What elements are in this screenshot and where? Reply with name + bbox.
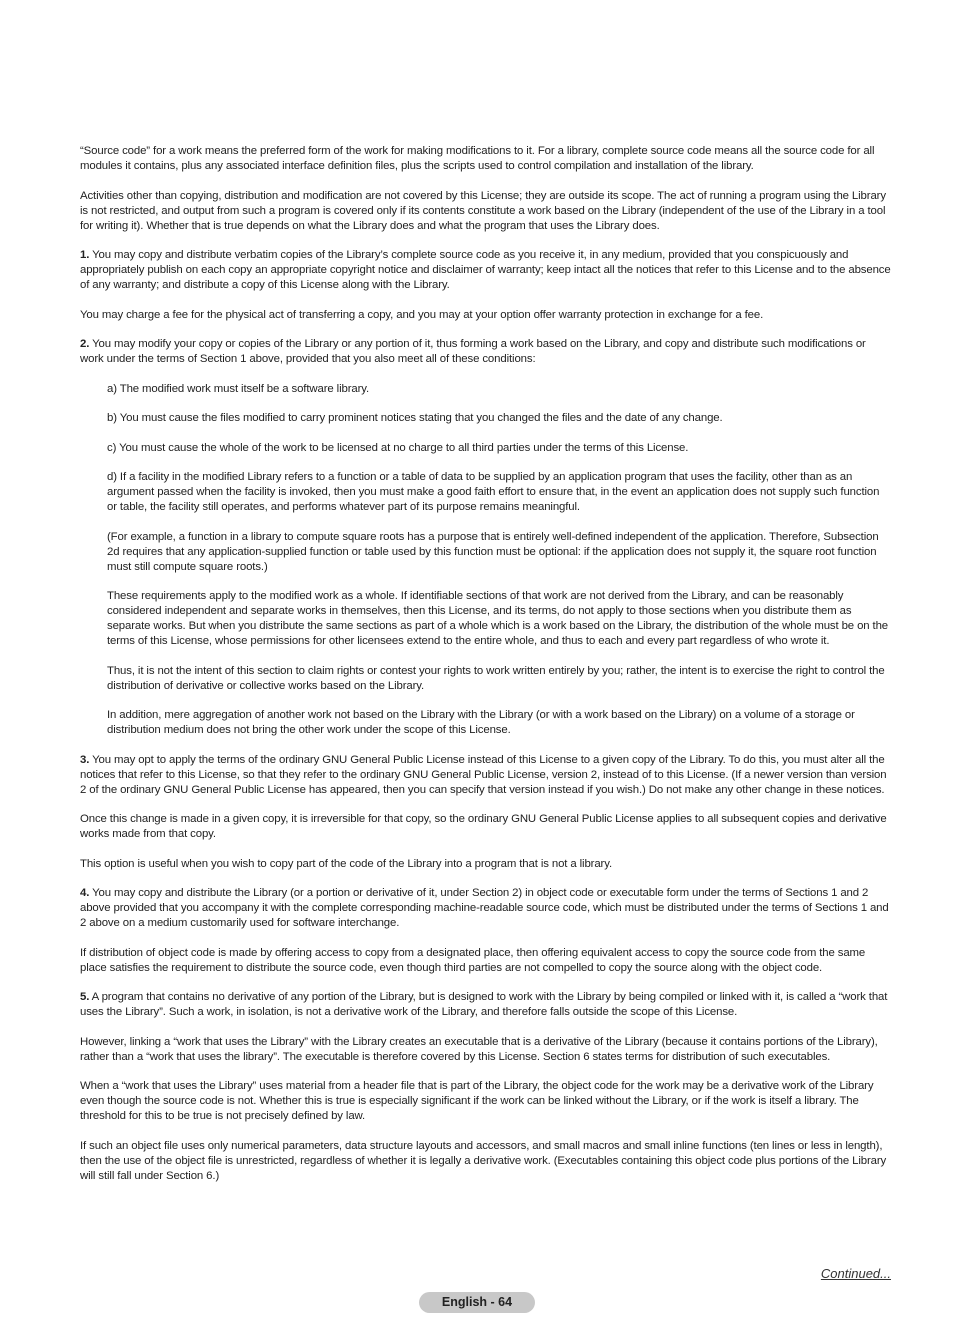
license-paragraph <box>80 886 892 931</box>
page-number-badge: English - 64 <box>419 1292 535 1313</box>
paragraph-text: Activities other than copying, distribution and modification are not covered by this License; they are outside its scope. The act of running a program using the Library is not restricted, and output from such a program is covered only if its contents constitute a work based on the Library (independent of the use of the Library in a tool for writing it). Whether that is true depends on what the Library does and what the program that uses the Library does. <box>80 189 886 232</box>
paragraph-text: d) If a facility in the modified Library refers to a function or a table of data to be supplied by an application program that uses the facility, other than as an argument passed when the facility is invoked, then you must make a good faith effort to ensure that, in the event an application does not supply such function or table, the facility still operates, and performs whatever part of its purpose remains meaningful. <box>107 471 880 513</box>
paragraph-text: You may copy and distribute the Library (or a portion or derivative of it, under Section 2) in object code or executable form under the terms of Sections 1 and 2 above provided that you accompany it with the complete corresponding machine-readable source code, which must be distributed under the terms of Sections 1 and 2 above on a medium customarily used for software interchange. <box>80 887 889 929</box>
license-paragraph <box>80 1035 892 1065</box>
license-paragraph <box>80 248 892 293</box>
paragraph-text: These requirements apply to the modified work as a whole. If identifiable sections of that work are not derived from the Library, and can be reasonably considered independent and separate works in themselves, then this License, and its terms, do not apply to those sections when you distribute them as separate works. But when you distribute the same sections as part of a whole which is a work based on the Library, the distribution of the whole must be on the terms of this License, whose permissions for other licensees extend to the entire whole, and thus to each and every part regardless of who wrote it. <box>107 590 889 647</box>
license-paragraph <box>80 189 892 234</box>
paragraph-text: This option is useful when you wish to copy part of the code of the Library into a program that is not a library. <box>80 857 613 870</box>
paragraph-text: You may modify your copy or copies of the Library or any portion of it, thus forming a work based on the Library, and copy and distribute such modifications or work under the terms of Section 1 above, provided that you also meet all of these conditions: <box>80 338 866 365</box>
license-paragraph <box>80 812 892 842</box>
paragraph-text: However, linking a “work that uses the Library” with the Library creates an executable that is a derivative of the Library (because it contains portions of the Library), rather than a “work that uses the library”. The executable is therefore covered by this License. Section 6 states terms for distribution of such executables. <box>80 1035 878 1063</box>
paragraph-text: You may copy and distribute verbatim copies of the Library’s complete source code as you receive it, in any medium, provided that you conspicuously and appropriately publish on each copy an appropriate copyright notice and disclaimer of warranty; keep intact all the notices that refer to this License and to the absence of any warranty; and distribute a copy of this License along with the Library. <box>80 249 891 291</box>
paragraph-text: You may charge a fee for the physical act of transferring a copy, and you may at your option offer warranty protection in exchange for a fee. <box>80 308 764 321</box>
continued-note: Continued... <box>820 1266 891 1281</box>
license-paragraph <box>80 990 892 1020</box>
section-number: 1. <box>80 249 90 261</box>
paragraph-text: Once this change is made in a given copy, it is irreversible for that copy, so the ordinary GNU General Public License applies to all subsequent copies and derivative works made from that copy. <box>80 813 887 840</box>
license-paragraph <box>107 589 892 649</box>
license-paragraph <box>107 441 892 456</box>
section-number: 4. <box>80 887 90 899</box>
paragraph-text: b) You must cause the files modified to carry prominent notices stating that you changed the files and the date of any change. <box>107 412 723 424</box>
license-paragraph <box>107 382 892 397</box>
license-paragraph <box>80 308 892 323</box>
license-paragraph <box>80 337 892 367</box>
paragraph-text: If distribution of object code is made by offering access to copy from a designated place, then offering equivalent access to copy the source code from the same place satisfies the requirement to distribute the source code, even though third parties are not compelled to copy the source along with the object code. <box>80 946 866 974</box>
paragraph-text: c) You must cause the whole of the work to be licensed at no charge to all third parties under the terms of this License. <box>107 441 689 454</box>
license-paragraph <box>80 1079 892 1124</box>
paragraph-text: (For example, a function in a library to compute square roots has a purpose that is entirely well-defined independent of the application. Therefore, Subsection 2d requires that any application-supplied function or table used by this function must be optional: if the application does not supply it, the square root function must still compute square roots.) <box>107 530 879 573</box>
section-number: 3. <box>80 753 90 766</box>
license-paragraph <box>80 857 892 872</box>
license-text-body <box>80 144 892 1198</box>
paragraph-text: You may opt to apply the terms of the ordinary GNU General Public License instead of this License to a given copy of the Library. To do this, you must alter all the notices that refer to this License, so that they refer to the ordinary GNU General Public License, version 2, instead of to this License. (If a newer version than version 2 of the ordinary GNU General Public License has appeared, then you can specify that version instead if you wish.) Do not make any other change in these notices. <box>80 753 887 796</box>
paragraph-text: When a “work that uses the Library” uses material from a header file that is part of the Library, the object code for the work may be a derivative work of the Library even though the source code is not. Whether this is true is especially significant if the work can be linked without the Library, or if the work is itself a library. The threshold for this to be true is not precisely defined by law. <box>80 1080 874 1122</box>
paragraph-text: In addition, mere aggregation of another work not based on the Library with the Library (or with a work based on the Library) on a volume of a storage or distribution medium does not bring the other work under the scope of this License. <box>107 709 855 736</box>
paragraph-text: A program that contains no derivative of any portion of the Library, but is designed to work with the Library by being compiled or linked with it, is called a “work that uses the Library”. Such a work, in isolation, is not a derivative work of the Library, and therefore falls outside the scope of this License. <box>80 991 888 1018</box>
license-paragraph <box>107 708 892 738</box>
section-number: 5. <box>80 991 90 1003</box>
license-paragraph <box>107 411 892 426</box>
paragraph-text: “Source code” for a work means the preferred form of the work for making modifications to it. For a library, complete source code means all the source code for all modules it contains, plus any associated interface definition files, plus the scripts used to control compilation and installation of the library. <box>80 145 875 172</box>
section-number: 2. <box>80 338 90 350</box>
license-paragraph <box>80 144 892 174</box>
license-paragraph <box>107 530 892 575</box>
license-paragraph <box>107 470 892 515</box>
paragraph-text: Thus, it is not the intent of this section to claim rights or contest your rights to work written entirely by you; rather, the intent is to exercise the right to control the distribution of derivative or collective works based on the Library. <box>107 664 885 692</box>
license-paragraph <box>80 946 892 976</box>
license-paragraph <box>80 753 892 798</box>
license-paragraph <box>80 1139 892 1184</box>
license-paragraph <box>107 664 892 694</box>
paragraph-text: If such an object file uses only numerical parameters, data structure layouts and accessors, and small macros and small inline functions (ten lines or less in length), then the use of the object file is unrestricted, regardless of whether it is legally a derivative work. (Executables containing this object code plus portions of the Library will still fall under Section 6.) <box>80 1139 887 1182</box>
paragraph-text: a) The modified work must itself be a software library. <box>107 382 370 395</box>
